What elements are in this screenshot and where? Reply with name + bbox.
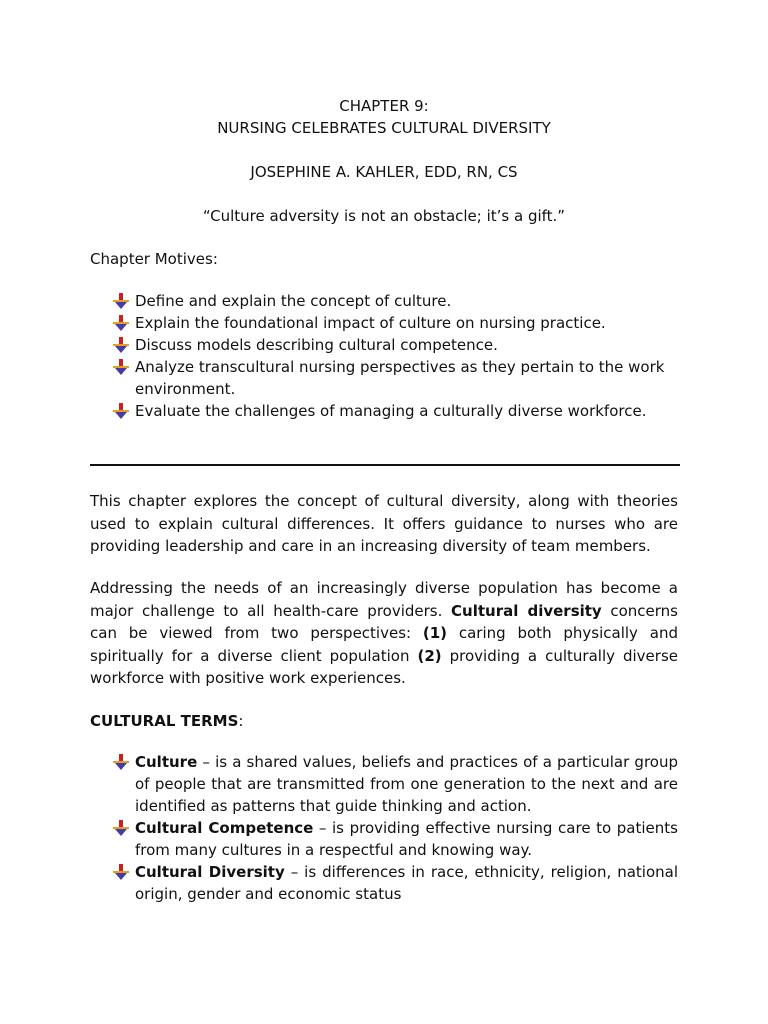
motive-item [112,290,672,312]
term-definition: – is differences in race, ethnicity, religion, national origin, gender and economic status [135,863,678,903]
needs-text: providing a culturally diverse workforce with positive work experiences. [90,646,678,687]
needs-bold-term: Cultural diversity [451,601,602,620]
epigraph-quote: “Culture adversity is not an obstacle; it’s a gift.” [202,207,566,225]
needs-bold-number: (2) [417,646,442,665]
arrow-down-bullet-icon [112,820,130,836]
term-item [112,817,678,861]
motive-item [112,356,672,400]
terms-list [112,751,678,905]
motive-text: Explain the foundational impact of culture on nursing practice. [135,314,606,332]
arrow-down-bullet-icon [112,337,130,353]
motive-item [112,312,672,334]
needs-text: Addressing the needs of an increasingly diverse population has become a major challenge to all health-care providers. [90,579,678,620]
term-name: Cultural Diversity [135,863,285,881]
motives-heading: Chapter Motives: [90,250,218,268]
term-definition: – is providing effective nursing care to patients from many cultures in a respectful and knowing way. [135,819,678,859]
terms-heading [90,711,243,731]
term-name: Cultural Competence [135,819,314,837]
arrow-down-bullet-icon [112,359,130,375]
chapter-title: NURSING CELEBRATES CULTURAL DIVERSITY [217,119,551,137]
terms-heading-colon: : [238,712,244,730]
motive-text: Evaluate the challenges of managing a culturally diverse workforce. [135,402,647,420]
motive-text: Analyze transcultural nursing perspectives as they pertain to the work environment. [135,358,665,398]
term-name: Culture [135,753,198,771]
term-item [112,751,678,817]
arrow-down-bullet-icon [112,864,130,880]
motive-item [112,334,672,356]
author-line: JOSEPHINE A. KAHLER, EDD, RN, CS [250,163,518,181]
section-divider [90,464,680,466]
needs-bold-number: (1) [422,624,448,642]
arrow-down-bullet-icon [112,293,130,309]
intro-paragraph: This chapter explores the concept of cultural diversity, along with theories used to explain cultural differences. It offers guidance to nurses who are providing leadership and care in an increasing diversity of team members. [90,492,678,555]
term-item [112,861,678,905]
chapter-number: CHAPTER 9: [339,97,429,115]
arrow-down-bullet-icon [112,403,130,419]
needs-text: caring both physically and spiritually for a diverse client population [90,624,678,665]
motives-list [112,290,672,422]
arrow-down-bullet-icon [112,315,130,331]
motive-text: Define and explain the concept of culture. [135,292,452,310]
motive-item [112,400,672,422]
needs-paragraph [90,577,678,690]
motive-text: Discuss models describing cultural competence. [135,336,498,354]
needs-text: concerns can be viewed from two perspectives: [90,601,678,642]
term-definition: – is a shared values, beliefs and practices of a particular group of people that are transmitted from one generation to the next and are identified as patterns that guide thinking and action. [135,753,678,815]
arrow-down-bullet-icon [112,754,130,770]
terms-heading-text: CULTURAL TERMS [90,712,239,730]
